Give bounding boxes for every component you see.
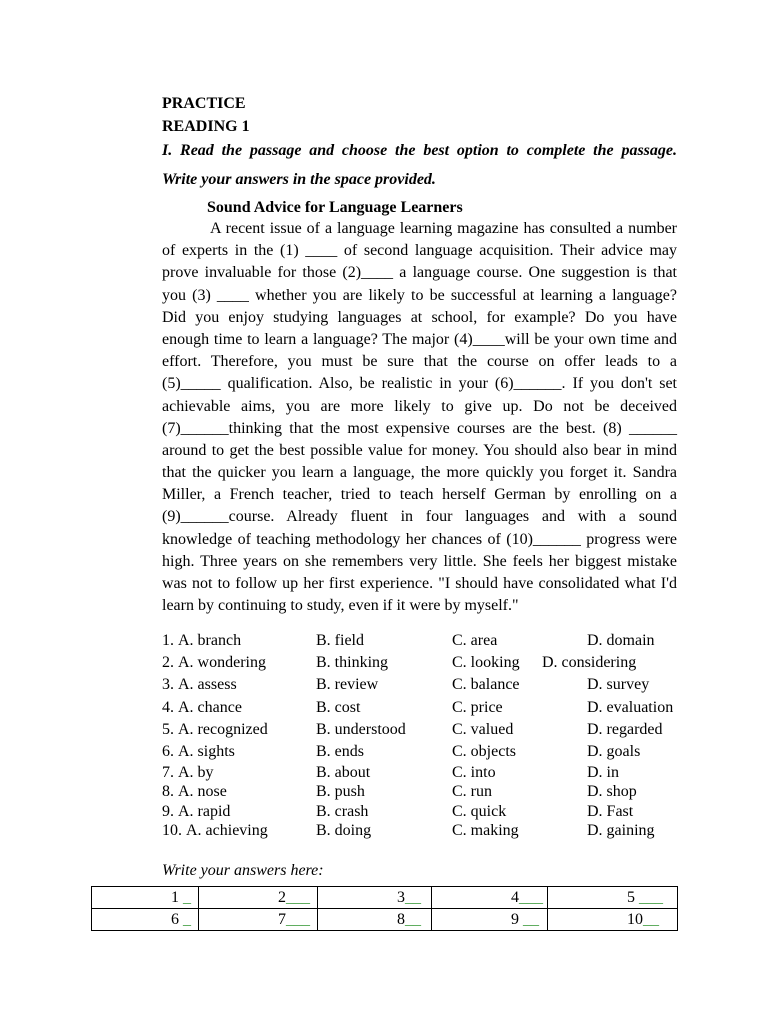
option-d: D. evaluation (587, 698, 674, 716)
option-b: B. ends (316, 742, 364, 760)
option-a (162, 741, 235, 763)
answer-number: 3 (397, 889, 405, 906)
reading-heading: READING 1 (162, 118, 250, 135)
option-row (162, 741, 722, 763)
option-b: B. doing (316, 821, 372, 839)
option-d: D. shop (587, 783, 637, 801)
answer-cell (199, 887, 318, 909)
question-number: 4. (162, 698, 174, 716)
instruction-line: Write your answers in the space provided. (162, 171, 436, 188)
question-number: 9. (162, 802, 174, 820)
passage-line: high. Three years on she remembers very little. She feels her biggest mistake (162, 552, 677, 570)
passage-line: knowledge of teaching methodology her chances of (10)______ progress were (162, 530, 677, 548)
option-b: B. field (316, 632, 364, 649)
option-a (162, 719, 268, 741)
answer-cell (548, 887, 678, 909)
option-c: C. price (452, 698, 503, 716)
question-number: 1. (162, 632, 174, 649)
answer-row (92, 909, 678, 931)
option-d: D. domain (587, 632, 655, 649)
passage-line: enough time to learn a language? The major (4)____will be your own time and (162, 330, 677, 348)
answer-number: 10 (627, 911, 643, 928)
option-a-text: A. by (178, 764, 214, 782)
option-row (162, 630, 722, 652)
document-header (162, 92, 250, 138)
option-b: B. review (316, 676, 379, 694)
option-row (162, 719, 722, 741)
answer-cell (92, 909, 199, 931)
option-a (162, 630, 241, 652)
passage-line: (9)______course. Already fluent in four languages and with a sound (162, 508, 677, 526)
answer-cell (318, 909, 432, 931)
option-a-text: A. chance (178, 698, 242, 716)
answer-number: 2 (278, 889, 286, 906)
option-row (162, 697, 722, 719)
option-c: C. valued (452, 720, 514, 738)
question-number: 5. (162, 720, 174, 738)
option-a-text: A. achieving (186, 821, 268, 839)
answer-cell (432, 909, 548, 931)
passage-line: (5)_____ qualification. Also, be realistic in your (6)______. If you don't set (162, 375, 677, 393)
passage-title: Sound Advice for Language Learners (207, 199, 463, 216)
option-a-text: A. rapid (178, 802, 231, 820)
passage-line: achievable aims, you are more likely to give up. Do not be deceived (162, 397, 677, 415)
option-b: B. understood (316, 720, 406, 738)
answer-row (92, 887, 678, 909)
passage-line: A recent issue of a language learning magazine has consulted a number (210, 220, 677, 237)
answer-number: 1 (171, 889, 179, 906)
question-number: 3. (162, 676, 174, 694)
option-a-text: A. branch (178, 632, 242, 649)
option-b: B. about (316, 764, 371, 782)
option-c: C. area (452, 632, 498, 649)
option-c: C. balance (452, 676, 520, 694)
answer-blank: __ (519, 911, 539, 928)
option-d: D. goals (587, 742, 641, 760)
answer-number: 8 (397, 911, 405, 928)
answer-cell (548, 909, 678, 931)
option-b: B. crash (316, 802, 369, 820)
option-a-text: A. nose (178, 783, 227, 801)
option-c: C. into (452, 764, 496, 782)
question-number: 2. (162, 654, 174, 672)
answer-table (91, 886, 678, 931)
option-c: C. looking (452, 654, 520, 672)
option-c: C. run (452, 783, 492, 801)
option-d: D. considering (542, 654, 637, 672)
option-d: D. regarded (587, 720, 663, 738)
answer-cell (92, 887, 199, 909)
option-d: D. survey (587, 676, 650, 694)
option-c: C. quick (452, 802, 507, 820)
question-number: 10. (162, 821, 182, 839)
passage-line: learn by continuing to study, even if it were by myself." (162, 597, 519, 615)
option-b: B. push (316, 783, 365, 801)
option-d: D. Fast (587, 802, 634, 820)
option-row (162, 802, 722, 821)
passage (162, 218, 677, 617)
passage-line: Did you enjoy studying languages at school, for example? Do you have (162, 308, 677, 326)
passage-line: prove invaluable for those (2)____ a language course. One suggestion is that (162, 264, 677, 282)
passage-line: Miller, a French teacher, tried to teach herself German by enrolling on a (162, 486, 677, 504)
option-b: B. cost (316, 698, 361, 716)
answer-number: 5 (627, 889, 635, 906)
answer-blank: _ (179, 889, 191, 906)
option-d: D. in (587, 764, 619, 782)
passage-line: effort. Therefore, you must be sure that the course on offer leads to a (162, 353, 677, 371)
option-row (162, 652, 722, 674)
option-a (162, 782, 227, 801)
instruction-line: I. Read the passage and choose the best option to complete the passage. (162, 142, 677, 159)
answer-number: 6 (171, 911, 179, 928)
option-row (162, 821, 722, 840)
passage-line: was not to follow up her first experience. "I should have consolidated what I'd (162, 575, 677, 592)
option-row (162, 782, 722, 801)
option-d: D. gaining (587, 821, 655, 839)
option-a-text: A. recognized (178, 720, 268, 738)
option-a (162, 763, 214, 782)
option-c: C. objects (452, 742, 516, 760)
option-a (162, 652, 266, 674)
options-list (162, 630, 722, 840)
answer-blank: _ (179, 911, 191, 928)
passage-line: around to get the best possible value for money. You should also bear in mind (162, 441, 677, 459)
answer-blank: ___ (286, 911, 310, 928)
option-a-text: A. wondering (178, 654, 266, 672)
answer-blank: __ (405, 911, 421, 928)
question-number: 6. (162, 742, 174, 760)
passage-line: that the quicker you learn a language, the more quickly you forget it. Sandra (162, 464, 677, 482)
answer-blank: ___ (635, 889, 663, 906)
option-a (162, 821, 268, 840)
option-c: C. making (452, 821, 519, 839)
answers-prompt: Write your answers here: (162, 862, 324, 879)
answer-cell (318, 887, 432, 909)
answer-cell (199, 909, 318, 931)
answer-blank: ___ (519, 889, 543, 906)
answer-blank: __ (405, 889, 421, 906)
practice-heading: PRACTICE (162, 95, 246, 112)
option-row (162, 674, 722, 696)
passage-line: (7)______thinking that the most expensive courses are the best. (8) ______ (162, 419, 677, 437)
answer-number: 7 (278, 911, 286, 928)
answer-number: 9 (511, 911, 519, 928)
option-a (162, 802, 230, 821)
passage-line: of experts in the (1) ____ of second language acquisition. Their advice may (162, 242, 677, 260)
option-a-text: A. sights (178, 742, 235, 760)
passage-line: you (3) ____ whether you are likely to be successful at learning a language? (162, 286, 677, 304)
answer-cell (432, 887, 548, 909)
answer-number: 4 (511, 889, 519, 906)
question-number: 7. (162, 764, 174, 782)
question-number: 8. (162, 783, 174, 801)
option-a-text: A. assess (178, 676, 237, 694)
option-a (162, 674, 237, 696)
answer-blank: ___ (286, 889, 310, 906)
option-row (162, 763, 722, 782)
option-a (162, 697, 242, 719)
answer-blank: __ (643, 911, 659, 928)
instructions (162, 136, 677, 194)
option-b: B. thinking (316, 654, 389, 672)
